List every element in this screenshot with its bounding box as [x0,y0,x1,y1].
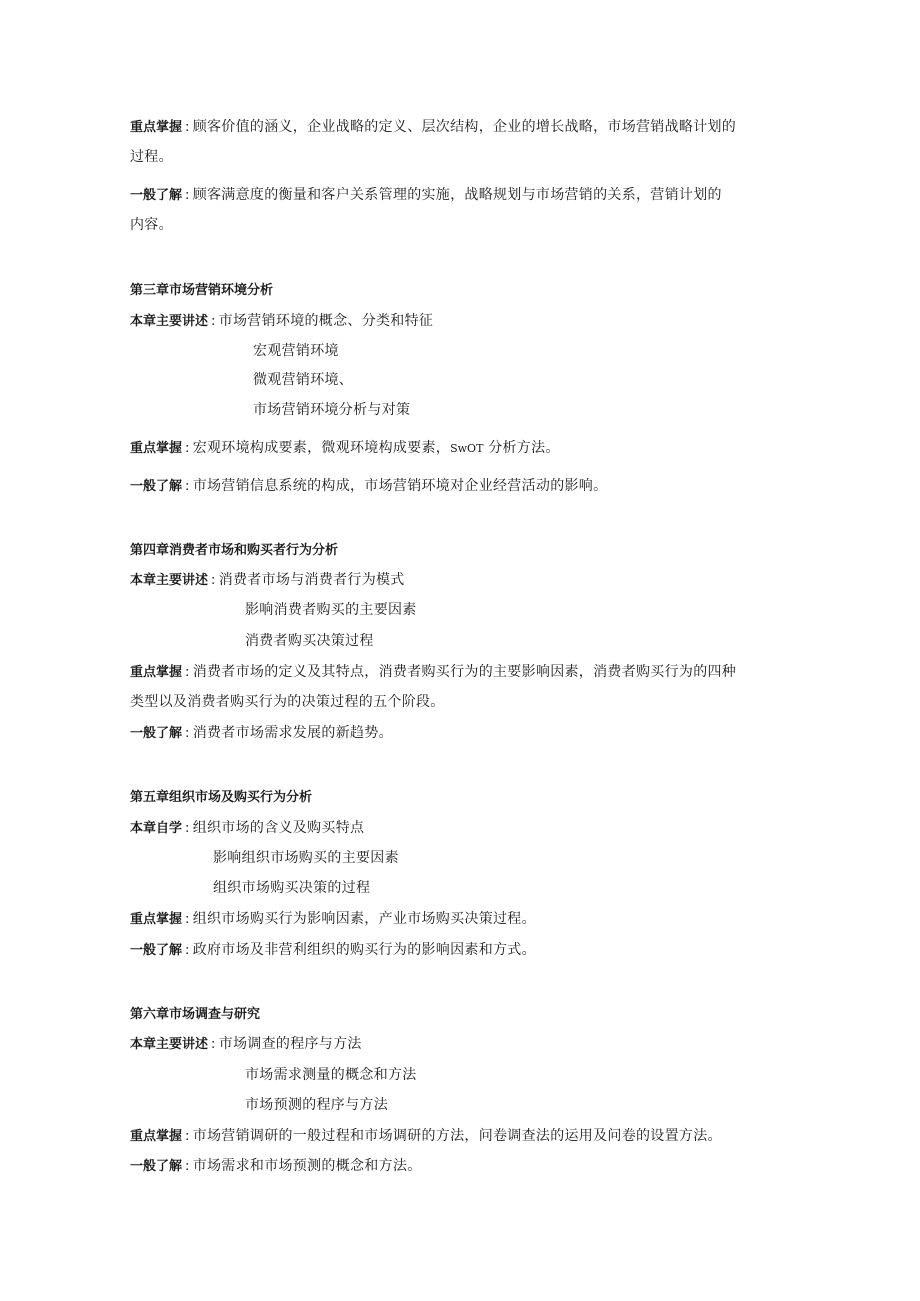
ch3-main-item: 市场营销环境的概念、分类和特征 [218,313,434,329]
ch4-main-item: 影响消费者购买的主要因素 [245,602,417,618]
ch4-key-label: 重点掌握 [130,665,183,680]
ch6-main-item: 市场预测的程序与方法 [245,1097,388,1113]
ch4-key-line: 重点掌握 : 消费者市场的定义及其特点，消费者购买行为的主要影响因素，消费者购买行为的四种 [130,664,737,680]
ch5-main-item: 组织市场的含义及购买特点 [192,820,365,836]
general-line: 一般了解 : 顾客满意度的衡量和客户关系管理的实施，战略规划与市场营销的关系，营销计划的 [130,187,722,203]
ch5-general-line: 一般了解 : 政府市场及非营利组织的购买行为的影响因素和方式。 [130,942,536,958]
ch5-main-label: 本章自学 [130,821,183,836]
swot-term: SwOT [450,442,484,455]
ch4-main-item: 消费者购买决策过程 [245,633,374,649]
ch6-main-line: 本章主要讲述 : 市场调查的程序与方法 [130,1036,362,1052]
ch6-general-line: 一般了解 : 市场需求和市场预测的概念和方法。 [130,1158,422,1174]
ch6-general-label: 一般了解 [130,1159,183,1174]
ch3-general-line: 一般了解 : 市场营销信息系统的构成，市场营销环境对企业经营活动的影响。 [130,478,608,494]
ch4-main-item: 消费者市场与消费者行为模式 [218,572,405,588]
key-points-label: 重点掌握 [130,120,183,135]
key-points-text: 顾客价值的涵义，企业战略的定义、层次结构，企业的增长战略，市场营销战略计划的 [192,119,737,135]
ch5-main-line: 本章自学 : 组织市场的含义及购买特点 [130,820,365,836]
ch3-key-label: 重点掌握 [130,441,183,456]
ch4-general-label: 一般了解 [130,726,183,741]
ch4-main-line: 本章主要讲述 : 消费者市场与消费者行为模式 [130,572,405,588]
key-points-line: 重点掌握 : 顾客价值的涵义，企业战略的定义、层次结构，企业的增长战略，市场营销战略计划的 [130,119,737,135]
ch4-general-line: 一般了解 : 消费者市场需求发展的新趋势。 [130,725,393,741]
ch6-key-line: 重点掌握 : 市场营销调研的一般过程和市场调研的方法，问卷调查法的运用及问卷的设置方法。 [130,1128,722,1144]
ch5-main-item: 影响组织市场购买的主要因素 [213,850,399,866]
ch5-general-label: 一般了解 [130,943,183,958]
ch4-main-label: 本章主要讲述 [130,573,209,588]
chapter-5-title: 第五章组织市场及购买行为分析 [130,790,313,805]
ch5-key-label: 重点掌握 [130,912,183,927]
ch3-main-label: 本章主要讲述 [130,314,209,329]
ch6-key-label: 重点掌握 [130,1129,183,1144]
ch6-main-label: 本章主要讲述 [130,1037,209,1052]
key-points-continuation: 过程。 [130,149,173,165]
general-continuation: 内容。 [130,217,173,233]
ch3-general-label: 一般了解 [130,479,183,494]
ch6-main-item: 市场需求测量的概念和方法 [245,1067,417,1083]
chapter-4-title: 第四章消费者市场和购买者行为分析 [130,543,339,558]
ch5-key-line: 重点掌握 : 组织市场购买行为影响因素，产业市场购买决策过程。 [130,911,536,927]
ch3-main-item: 宏观营销环境 [253,343,339,359]
ch3-main-item: 微观营销环境、 [253,372,354,388]
general-text: 顾客满意度的衡量和客户关系管理的实施，战略规划与市场营销的关系，营销计划的 [192,187,722,203]
ch5-main-item: 组织市场购买决策的过程 [213,880,371,896]
chapter-3-title: 第三章市场营销环境分析 [130,283,274,298]
ch6-main-item: 市场调查的程序与方法 [218,1036,362,1052]
ch3-main-line: 本章主要讲述 : 市场营销环境的概念、分类和特征 [130,313,434,329]
ch3-key-line: 重点掌握 : 宏观环境构成要素，微观环境构成要素，SwOT 分析方法。 [130,440,560,456]
general-label: 一般了解 [130,188,183,203]
chapter-6-title: 第六章市场调查与研究 [130,1007,261,1022]
ch4-key-continuation: 类型以及消费者购买行为的决策过程的五个阶段。 [130,694,445,710]
ch3-main-item: 市场营销环境分析与对策 [253,402,411,418]
